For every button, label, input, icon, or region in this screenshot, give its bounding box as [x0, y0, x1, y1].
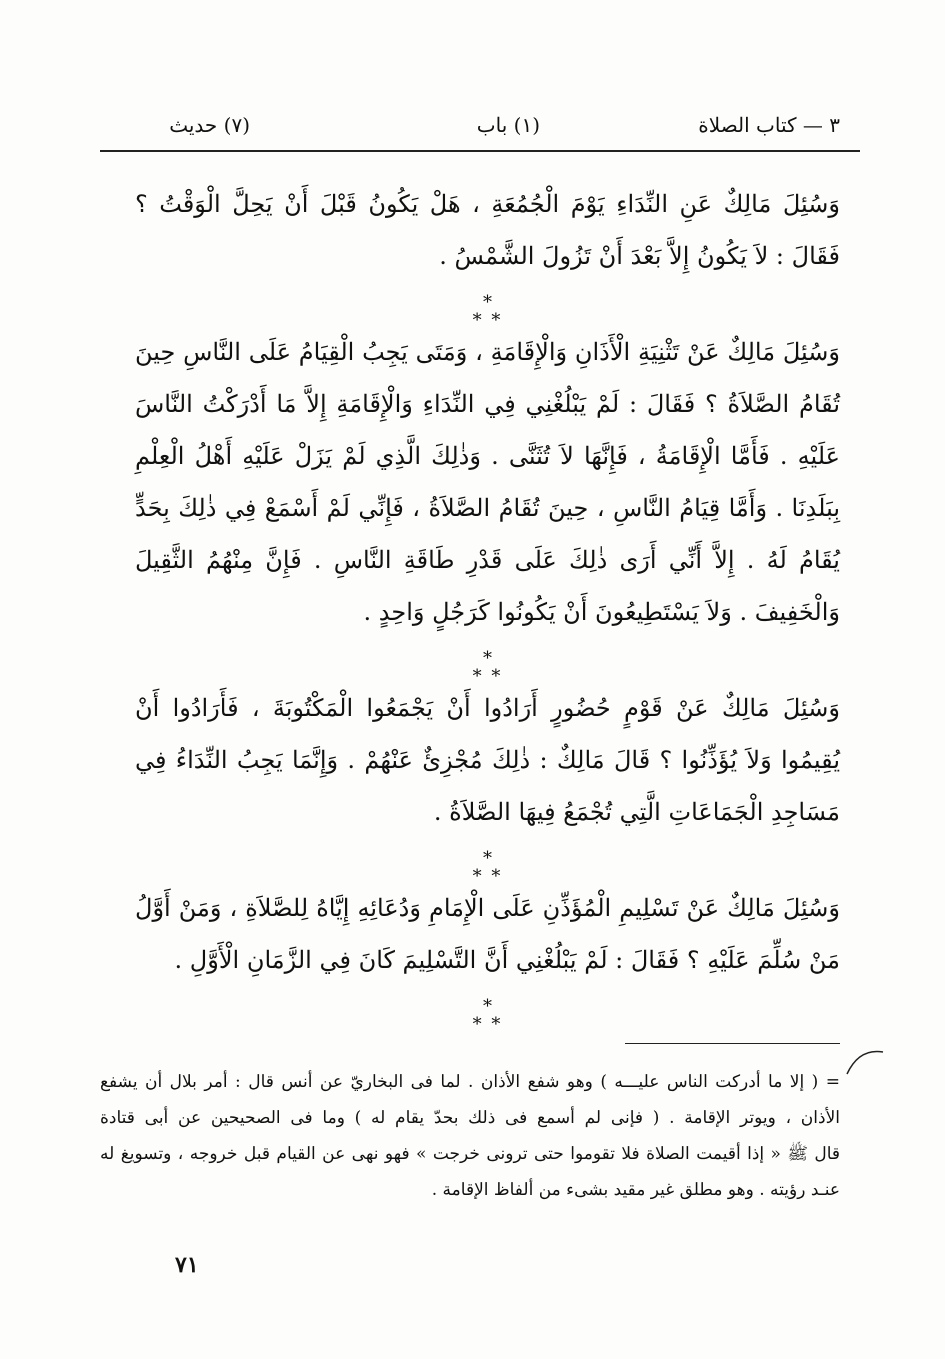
separator-star-top: *: [483, 996, 492, 1017]
section-separator: [135, 838, 840, 887]
section-separator: [135, 282, 840, 331]
paragraph-friday-call: وَسُئِلَ مَالِكٌ عَنِ النِّدَاءِ يَوْمَ الْجُمُعَةِ ، هَلْ يَكُونُ قَبْلَ أَنْ يَحِلَّ الْوَقْتُ ؟ فَقَالَ : لاَ يَكُونُ إِلاَّ بَعْدَ أَنْ تَزُولَ الشَّمْسُ .: [135, 190, 840, 270]
section-separator: [135, 638, 840, 687]
footnotes: [100, 1064, 840, 1208]
main-text: [135, 178, 841, 1035]
header-chapter: ٣ — كتاب الصلاة: [698, 113, 840, 137]
separator-stars-bottom: * *: [472, 866, 503, 887]
footnote-line: عنـد رؤيته . وهو مطلق غير مقيد بشىء من ألفاظ الإقامة .: [431, 1180, 840, 1200]
footnote-rule: [625, 1043, 840, 1044]
footnote-line: = ( إلا ما أدركت الناس عليـــه ) وهو شفع الأذان . لما فى البخاريّ عن أنس قال : أمر بلال أن يشفع: [100, 1072, 840, 1092]
separator-star-top: *: [483, 848, 492, 869]
header-rule: [100, 150, 860, 152]
separator-stars-bottom: * *: [472, 1014, 503, 1035]
footnote-line: قال ﷺ « إذا أقيمت الصلاة فلا تقوموا حتى ترونى خرجت » فهو نهى عن القيام قبل خروجه ، وتسويغ له: [100, 1144, 840, 1164]
separator-stars-bottom: * *: [472, 666, 503, 687]
separator-star-top: *: [483, 292, 492, 313]
paragraph-muezzin-greeting: وَسُئِلَ مَالِكٌ عَنْ تَسْلِيمِ الْمُؤَذِّنِ عَلَى الْإِمَامِ وَدُعَائِهِ إِيَّاهُ لِلصَّلاَةِ ، وَمَنْ أَوَّلُ مَنْ سُلِّمَ عَلَيْهِ ؟ فَقَالَ : لَمْ يَبْلُغْنِي أَنَّ التَّسْلِيمَ كَانَ فِي الزَّمَانِ الْأَوَّلِ .: [135, 894, 840, 974]
footnote-continuation-arc: [845, 1046, 885, 1076]
footnote-line: الأذان ، ويوتر الإقامة . ( فإنى لم أسمع فى ذلك بحدّ يقام له ) وما فى الصحيحين عن أبى قتادة: [100, 1108, 840, 1128]
section-separator: [135, 986, 840, 1035]
paragraph-group-prayer: وَسُئِلَ مَالِكٌ عَنْ قَوْمٍ حُضُورٍ أَرَادُوا أَنْ يَجْمَعُوا الْمَكْتُوبَةَ ، فَأَرَادُوا أَنْ يُقِيمُوا وَلاَ يُؤَذِّنُوا ؟ قَالَ مَالِكٌ : ذٰلِكَ مُجْزِئٌ عَنْهُمْ . وَإِنَّمَا يَجِبُ النِّدَاءُ فِي مَسَاجِدِ الْجَمَاعَاتِ الَّتِي تُجْمَعُ فِيهَا الصَّلاَةُ .: [135, 694, 840, 826]
page-number: ٧١: [175, 1252, 199, 1278]
header-hadith-number: (٧) حديث: [169, 113, 250, 137]
header-section: (١) باب: [476, 113, 540, 137]
separator-star-top: *: [483, 648, 492, 669]
separator-stars-bottom: * *: [472, 310, 503, 331]
running-header: [160, 113, 840, 143]
paragraph-adhan-iqama: وَسُئِلَ مَالِكٌ عَنْ تَثْنِيَةِ الْأَذَانِ وَالْإِقَامَةِ ، وَمَتَى يَجِبُ الْقِيَامُ عَلَى النَّاسِ حِينَ تُقَامُ الصَّلاَةُ ؟ فَقَالَ : لَمْ يَبْلُغْنِي فِي النِّدَاءِ وَالْإِقَامَةِ إِلاَّ مَا أَدْرَكْتُ النَّاسَ عَلَيْهِ . فَأَمَّا الْإِقَامَةُ ، فَإِنَّهَا لاَ تُثَنَّى . وَذٰلِكَ الَّذِي لَمْ يَزَلْ عَلَيْهِ أَهْلُ الْعِلْمِ بِبَلَدِنَا . وَأَمَّا قِيَامُ النَّاسِ ، حِينَ تُقَامُ الصَّلاَةُ ، فَإِنِّي لَمْ أَسْمَعْ فِي ذٰلِكَ بِحَدٍّ يُقَامُ لَهُ . إِلاَّ أَنِّي أَرَى ذٰلِكَ عَلَى قَدْرِ طَاقَةِ النَّاسِ . فَإِنَّ مِنْهُمُ الثَّقِيلَ وَالْخَفِيفَ . وَلاَ يَسْتَطِيعُونَ أَنْ يَكُونُوا كَرَجُلٍ وَاحِدٍ .: [135, 338, 841, 626]
